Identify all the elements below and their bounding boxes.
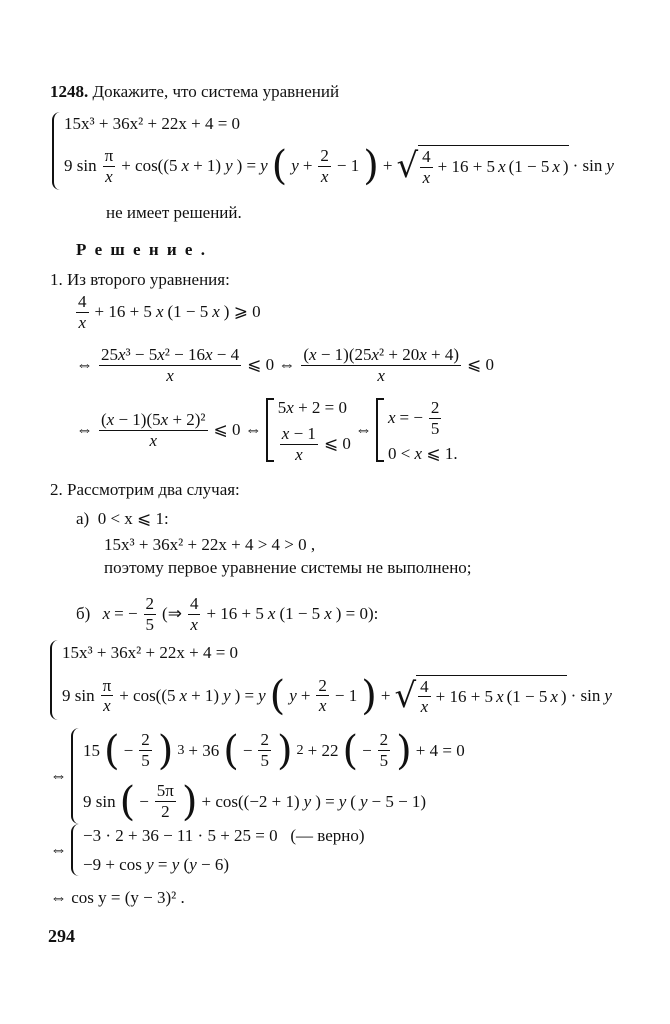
problem-number: 1248. [50,82,89,101]
step1-label: 1. [50,270,63,289]
system-brace [52,112,60,190]
substituted-system: ⇔ 15 ( − $\frac{2}{5}$ ) 3 + 36 ( − $\frac{2}{5}$ ) 2 + 22 ( − $\frac{2}{5}$ ) + 4 = 0 9 sin ( − $\frac{5\pi}{2}$ ) + cos((−2 + 1) y ) = y ( y − 5 − 1) [50,727,465,825]
case-a-label: а) [76,509,90,528]
solution-heading: Р е ш е н и е . [76,240,207,259]
case-a-line2: поэтому первое уравнение системы не выполнено; [104,558,472,577]
system-eq2: 9 sin $\frac{\pi}{x}$ + cos((5 x + 1) y ) = y ( y + $\frac{2}{x}$ − 1 ) + √ $\frac{4}{x}$ + 16 + 5 x (1 − 5 x ) · sin y [64,143,614,190]
case-a [76,509,169,529]
step1-equiv1: ⇔ $\frac{\text{25x³ − 5x² − 16x − 4}}{x}$ ⩽ 0 ⇔ $\frac{\text{(x − 1)(25x² + 20x + 4)}}{x}$ ⩽ 0 [76,345,495,385]
final-equation: ⇔ cos y = (y − 3)² . [50,888,185,907]
case-b-label: б) [76,604,91,624]
verno-note: (— верно) [290,825,365,845]
step1-text: Из второго уравнения: [67,270,230,289]
rep-eq2: 9 sin $\frac{\pi}{x}$ + cos((5 x + 1) y ) = y ( y + $\frac{2}{x}$ − 1 ) + √ $\frac{4}{x}$ + 16 + 5 x (1 − 5 x ) · sin y [62,672,612,719]
step2 [50,480,240,500]
step2-text: Рассмотрим два случая: [67,480,240,499]
rep-eq1: 15x³ + 36x² + 22x + 4 = 0 [62,642,239,662]
system-eq1: 15x³ + 36x² + 22x + 4 = 0 [64,114,241,134]
case-a-cond: 0 < x ⩽ 1: [97,509,169,528]
problem-header [50,82,339,102]
original-system [52,112,614,190]
step2-label: 2. [50,480,63,499]
case-a-line1: 15x³ + 36x² + 22x + 4 > 4 > 0 , [104,535,316,554]
step1-equiv2: ⇔ $\frac{\text{(x − 1)(5x + 2)²}}{x}$ ⩽ 0 ⇔ 5x + 2 = 0 $\frac{x - 1}{x}$ ⩽ 0 ⇔ x = − $\frac{2}{5}$ 0 < x ⩽ 1. [76,398,458,464]
simplified-system: ⇔ −3 · 2 + 36 − 11 · 5 + 25 = 0 (— верно) −9 + cos y = y (y − 6) [50,824,365,876]
problem-statement: Докажите, что система уравнений [92,82,340,101]
conclusion-text: не имеет решений. [106,203,242,222]
page-number: 294 [48,926,75,946]
step1-ineq: $\frac{4}{x}$ + 16 + 5 x (1 − 5 x ) ⩾ 0 [78,292,261,332]
step1 [50,270,230,290]
case-b: б) x = − $\frac{2}{5}$ (⇒ $\frac{4}{x}$ + 16 + 5 x (1 − 5 x ) = 0): [76,594,379,634]
repeated-system [50,640,612,720]
